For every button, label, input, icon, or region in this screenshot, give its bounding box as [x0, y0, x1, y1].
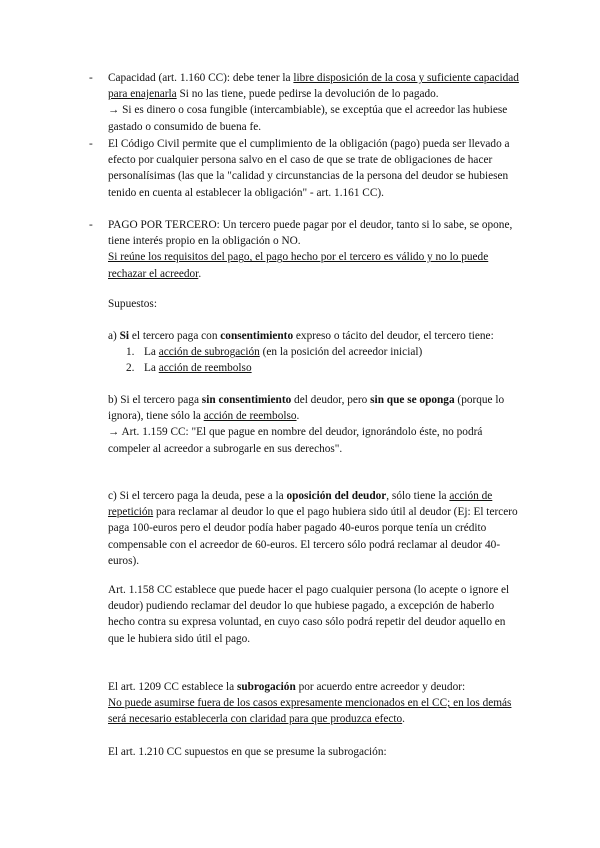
underlined-text: Si reúne los requisitos del pago, el pago hecho por el tercero es válido y no lo puede rechazar el acreedor: [108, 251, 489, 280]
case-a-intro: a) Si el tercero paga con consentimiento expreso o tácito del deudor, el tercero tiene:: [108, 330, 494, 342]
subrogacion-link: acción de subrogación: [158, 346, 260, 359]
reembolso-link: acción de reembolso: [203, 410, 297, 423]
supuestos-heading: Supuestos:: [108, 298, 157, 310]
pago-tercero-paragraph: PAGO POR TERCERO: Un tercero puede pagar por el deudor, tanto si lo sabe, se opone, tiene interés propio en la obligación o NO. Si reúne los requisitos del pago, el pago hecho por el tercero es válido y no lo puede rechazar el acreedor.: [108, 219, 513, 280]
bullet-marker: -: [89, 72, 93, 84]
codigo-civil-paragraph: El Código Civil permite que el cumplimiento de la obligación (pago) pueda ser llevado a efecto por cualquier persona salvo en el caso de que se trate de obligaciones de hacer personalísimas (las que la "calidad y circunstancias de la persona del deudor se hubiesen tenido en cuenta al establecer la obligación" - art. 1.161 CC).: [108, 138, 510, 199]
underlined-text: No puede asumirse fuera de los casos expresamente mencionados en el CC; en los demás será necesario establecerla con claridad para que produzca efecto: [108, 697, 512, 726]
art-1158-paragraph: Art. 1.158 CC establece que puede hacer el pago cualquier persona (lo acepte o ignore el deudor) pudiendo reclamar del deudor lo que hubiese pagado, a excepción de haberlo hecho contra su expresa voluntad, en cuyo caso sólo podrá repetir del deudor aquello en que le hubiera sido útil el pago.: [108, 584, 510, 645]
reembolso-link: acción de reembolso: [158, 362, 252, 375]
case-b: b) Si el tercero paga sin consentimiento del deudor, pero sin que se oponga (porque lo ignora), tiene sólo la acción de reembolso. → Art. 1.159 CC: "El que pague en nombre del deudor, ignorándolo éste, no podrá compeler al acreedor a subrogarle en sus derechos".: [108, 394, 505, 455]
case-a: [108, 328, 520, 377]
case-c: c) Si el tercero paga la deuda, pese a la oposición del deudor, sólo tiene la acción de repetición para reclamar al deudor lo que el pago hubiera sido útil al deudor (Ej: El tercero paga 100-euros pero el deudor podía haber pagado 40-euros porque tenía un crédito compensable con el acreedor de 60-euros. El tercero sólo podrá reclamar al deudor 40-euros).: [108, 490, 518, 567]
bullet-marker: -: [89, 219, 93, 231]
list-item: 2. La acción de reembolso: [126, 362, 252, 375]
bullet-marker: -: [89, 138, 93, 150]
list-item: 1. La acción de subrogación (en la posición del acreedor inicial): [126, 346, 423, 359]
arrow-note: → Art. 1.159 CC: "El que pague en nombre del deudor, ignorándolo éste, no podrá compeler al acreedor a subrogarle en sus derechos".: [108, 426, 483, 455]
repeticion-link: acción de repetición: [108, 490, 493, 519]
arrow-note: → Si es dinero o cosa fungible (intercambiable), se exceptúa que el acreedor las hubiese gastado o consumido de buena fe.: [108, 104, 508, 133]
art-1209-paragraph: El art. 1209 CC establece la subrogación por acuerdo entre acreedor y deudor: No puede asumirse fuera de los casos expresamente mencionados en el CC; en los demás será necesario establecerla con claridad para que produzca efecto.: [108, 681, 512, 726]
art-1210-paragraph: El art. 1.210 CC supuestos en que se presume la subrogación:: [108, 746, 387, 758]
underlined-text: libre disposición de la cosa y suficiente capacidad para enajenarla: [108, 72, 519, 101]
capacidad-paragraph: Capacidad (art. 1.160 CC): debe tener la libre disposición de la cosa y suficiente capacidad para enajenarla Si no las tiene, puede pedirse la devolución de lo pagado. → Si es dinero o cosa fungible (intercambiable), se exceptúa que el acreedor las hubiese gastado o consumido de buena fe.: [108, 72, 519, 133]
